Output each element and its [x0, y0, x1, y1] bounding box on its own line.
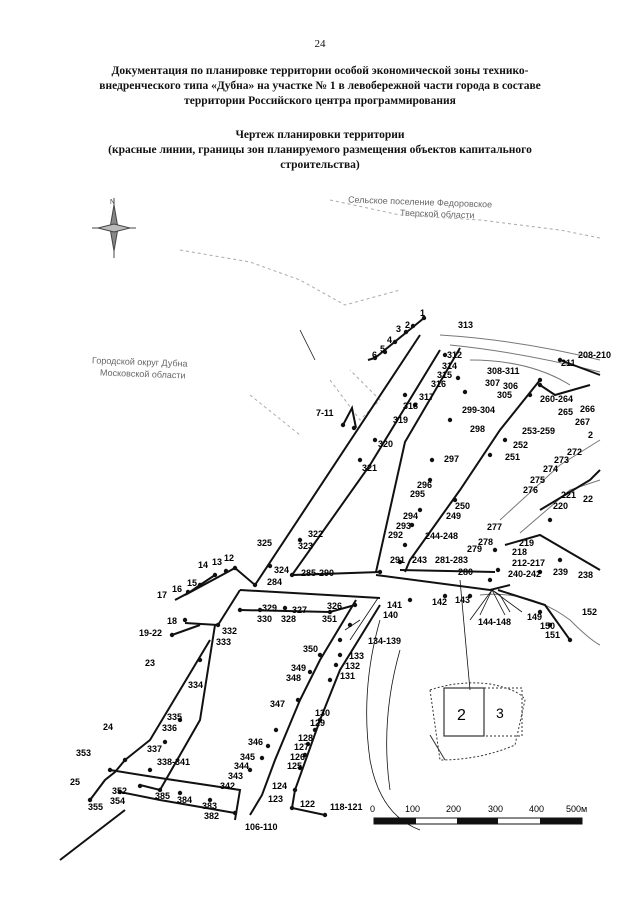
region-boundary	[180, 200, 600, 435]
zone-boundaries	[430, 683, 525, 760]
point-label: 272	[567, 447, 583, 457]
point-label: 123	[268, 794, 284, 804]
point-label: 345	[240, 752, 256, 762]
point-label: 333	[216, 637, 232, 647]
compass-rose-icon	[92, 198, 136, 258]
point-label: 324	[274, 565, 290, 575]
point-label: 273	[554, 455, 570, 465]
point-label: 332	[222, 626, 238, 636]
point-label: 355	[88, 802, 104, 812]
point-label: 218	[512, 547, 528, 557]
point-label: 349	[291, 663, 307, 673]
point-label: 144-148	[478, 617, 512, 627]
point-label: 335	[167, 712, 183, 722]
point-label: 266	[580, 404, 596, 414]
point-label: 329	[262, 603, 278, 613]
point-label: 320	[378, 439, 394, 449]
point-label: 16	[172, 584, 183, 594]
point-label: 5	[380, 344, 386, 354]
point-label: 343	[228, 771, 244, 781]
point-label: 143	[455, 595, 471, 605]
point-label: 318	[403, 401, 419, 411]
svg-text:N: N	[110, 199, 116, 206]
zone-label-3: 3	[496, 705, 504, 721]
point-label: 140	[383, 610, 399, 620]
scale-tick-label: 100	[405, 804, 421, 814]
point-labels	[70, 308, 611, 832]
point-label: 299-304	[462, 405, 496, 415]
point-label: 267	[575, 417, 591, 427]
point-label: 265	[558, 407, 574, 417]
point-label: 7-11	[316, 408, 334, 418]
point-label: 336	[162, 723, 178, 733]
point-label: 347	[270, 699, 286, 709]
point-label: 129	[310, 718, 326, 728]
point-label: 141	[387, 600, 403, 610]
point-label: 305	[497, 390, 513, 400]
point-label: 239	[553, 567, 569, 577]
point-label: 253-259	[522, 426, 556, 436]
point-label: 24	[103, 722, 114, 732]
scale-bar	[370, 804, 587, 824]
point-label: 342	[220, 781, 236, 791]
point-label: 243	[412, 555, 428, 565]
page-number: 24	[314, 38, 326, 50]
point-label: 327	[292, 605, 308, 615]
point-label: 383	[202, 801, 218, 811]
point-label: 6	[372, 350, 378, 360]
point-label: 132	[345, 661, 361, 671]
point-label: 313	[458, 320, 474, 330]
point-label: 353	[76, 748, 92, 758]
point-label: 208-210	[578, 350, 612, 360]
point-label: 211	[561, 358, 576, 368]
point-label: 152	[582, 607, 598, 617]
point-label: 344	[234, 761, 250, 771]
zone-label-2: 2	[457, 707, 466, 724]
point-label: 382	[204, 811, 220, 821]
point-label: 348	[286, 673, 302, 683]
point-label: 314	[442, 361, 458, 371]
point-label: 249	[446, 511, 462, 521]
point-label: 251	[505, 452, 521, 462]
point-label: 3	[396, 324, 402, 334]
point-label: 384	[177, 795, 193, 805]
point-label: 274	[543, 464, 559, 474]
point-label: 306	[503, 381, 519, 391]
point-label: 280	[458, 567, 474, 577]
point-label: 285-290	[301, 568, 335, 578]
point-label: 18	[167, 616, 178, 626]
point-label: 244-248	[425, 531, 459, 541]
point-label: 275	[530, 475, 546, 485]
point-label: 321	[362, 463, 378, 473]
point-label: 150	[540, 621, 556, 631]
point-label: 212-217	[512, 558, 546, 568]
point-label: 13	[212, 557, 223, 567]
point-label: 130	[315, 708, 331, 718]
region-label-fedorovskoe: Сельское поселение Федоровское	[347, 194, 493, 210]
point-label: 296	[417, 480, 433, 490]
point-label: 240-242	[508, 569, 542, 579]
point-label: 149	[527, 612, 543, 622]
point-label: 292	[388, 530, 404, 540]
point-label: 351	[322, 614, 338, 624]
point-label: 338-341	[157, 757, 191, 767]
document-title-line: внедренческого типа «Дубна» на участке № 1 в левобережной части города в составе	[99, 80, 541, 92]
point-label: 294	[403, 511, 419, 521]
point-label: 308-311	[487, 366, 520, 376]
point-label: 15	[187, 578, 198, 588]
point-label: 346	[248, 737, 264, 747]
point-label: 298	[470, 424, 486, 434]
point-label: 284	[267, 577, 283, 587]
drawing-title-line: строительства)	[280, 159, 360, 171]
point-label: 312	[447, 350, 463, 360]
point-label: 14	[198, 560, 209, 570]
scale-tick-label: 0	[370, 804, 376, 814]
point-label: 319	[393, 415, 409, 425]
scale-tick-label: 400	[529, 804, 545, 814]
point-label: 316	[431, 379, 447, 389]
point-label: 322	[308, 529, 324, 539]
point-label: 124	[272, 781, 288, 791]
point-label: 385	[155, 791, 171, 801]
point-label: 325	[257, 538, 273, 548]
drawing-title-line: Чертеж планировки территории	[235, 129, 405, 141]
point-label: 125	[287, 761, 303, 771]
point-label: 1	[420, 308, 426, 318]
point-label: 126	[290, 752, 306, 762]
point-label: 128	[298, 733, 314, 743]
document-title-line: Документация по планировке территории особой экономической зоны технико-	[111, 65, 529, 77]
point-label: 238	[578, 570, 594, 580]
region-label-dubna: Городской округ Дубна	[91, 355, 188, 369]
point-label: 127	[294, 742, 310, 752]
point-label: 293	[396, 521, 412, 531]
point-label: 12	[224, 553, 235, 563]
point-label: 281-283	[435, 555, 469, 565]
point-label: 23	[145, 658, 156, 668]
point-label: 260-264	[540, 394, 574, 404]
point-label: 219	[519, 538, 535, 548]
point-label: 323	[298, 541, 314, 551]
point-label: 291	[390, 555, 406, 565]
point-label: 151	[545, 630, 561, 640]
point-label: 330	[257, 614, 273, 624]
point-label: 134-139	[368, 636, 402, 646]
point-label: 337	[147, 744, 163, 754]
scale-tick-label: 300	[488, 804, 504, 814]
point-label: 22	[583, 494, 594, 504]
point-label: 19-22	[139, 628, 163, 638]
point-label: 354	[110, 796, 126, 806]
point-label: 317	[419, 392, 435, 402]
point-label: 279	[467, 544, 483, 554]
drawing-title-line: (красные линии, границы зон планируемого размещения объектов капитального	[108, 144, 532, 156]
point-label: 307	[485, 378, 501, 388]
point-label: 250	[455, 501, 471, 511]
point-label: 252	[513, 440, 529, 450]
point-label: 334	[188, 680, 204, 690]
point-label: 133	[349, 651, 365, 661]
point-label: 277	[487, 522, 503, 532]
point-label: 25	[70, 777, 81, 787]
point-label: 276	[523, 485, 539, 495]
red-lines-network	[60, 318, 600, 860]
point-label: 352	[112, 786, 128, 796]
point-label: 297	[444, 454, 460, 464]
point-label: 350	[303, 644, 319, 654]
point-label: 122	[300, 799, 316, 809]
scale-tick-label: 200	[446, 804, 462, 814]
point-label: 295	[410, 489, 426, 499]
scale-tick-label: 500м	[566, 804, 588, 814]
point-label: 17	[157, 590, 168, 600]
point-label: 315	[437, 370, 453, 380]
point-label: 221	[561, 490, 577, 500]
point-label: 142	[432, 597, 448, 607]
point-label: 220	[553, 501, 569, 511]
point-label: 2	[588, 430, 594, 440]
point-label: 278	[478, 537, 494, 547]
point-label: 328	[281, 614, 297, 624]
point-label: 118-121	[330, 802, 363, 812]
point-label: 4	[387, 335, 393, 345]
point-label: 131	[340, 671, 356, 681]
document-title-line: территории Российского центра программирования	[184, 95, 456, 107]
region-label-moscow: Московской области	[99, 367, 186, 381]
point-label: 2	[405, 320, 411, 330]
point-label: 106-110	[245, 822, 278, 832]
region-label-tver: Тверской области	[399, 207, 475, 221]
point-label: 326	[327, 601, 343, 611]
